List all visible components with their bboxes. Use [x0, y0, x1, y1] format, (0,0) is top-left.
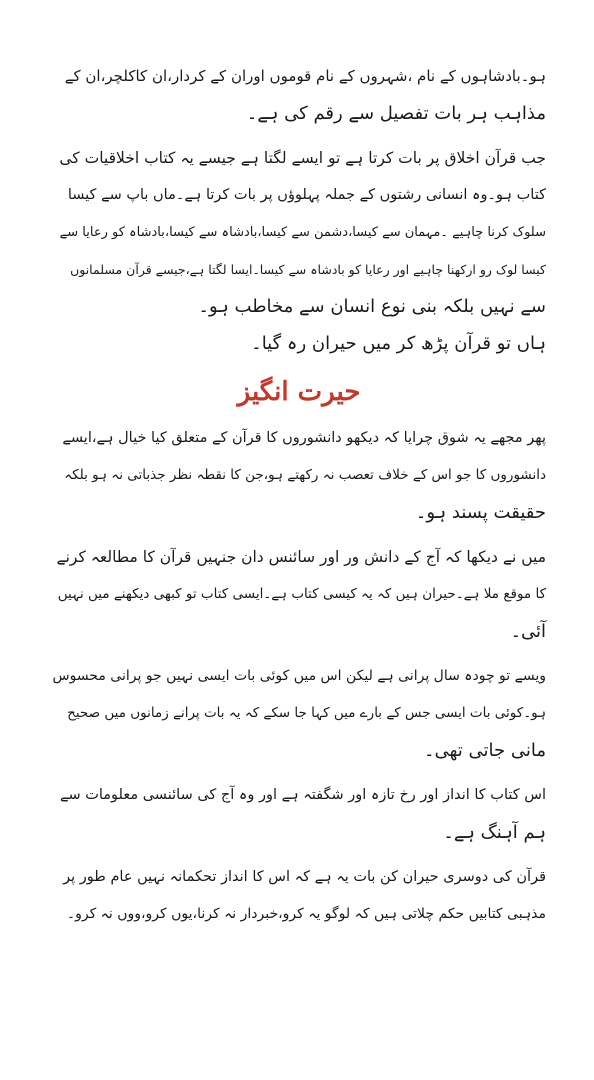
text-line: دانشوروں کا جو اس کے خلاف تعصب نہ رکھتے ہو،جن کا نقطہ نظر جذباتی نہ ہو بلکہ: [64, 467, 546, 483]
text-line: کا موقع ملا ہے۔حیران ہیں کہ یہ کیسی کتاب ہے۔ایسی کتاب تو کبھی دیکھنے میں نہیں: [57, 586, 546, 602]
text-line: کیسا لوک رو ارکھنا چاہیے اور رعایا کو بادشاہ سے کیسا۔ایسا لگتا ہے،جیسے قرآن مسلمانوں: [70, 262, 546, 277]
text-line: حقیقت پسند ہو۔: [415, 502, 546, 523]
text-line: آئی۔: [510, 621, 546, 642]
text-line: مانی جاتی تھی۔: [423, 740, 546, 761]
text-line: ویسے تو چودہ سال پرانی ہے لیکن اس میں کوئی بات ایسی نہیں جو پرانی محسوس: [52, 668, 546, 684]
text-line: قرآن کی دوسری حیران کن بات یہ ہے کہ اس کا انداز تحکمانہ نہیں عام طور پر: [63, 869, 546, 885]
text-line: ہو۔بادشاہوں کے نام ،شہروں کے نام قوموں اوران کے کردار،ان کاکلچر،ان کے: [64, 67, 546, 85]
paragraph-2: [52, 140, 546, 362]
paragraph-1: [52, 58, 546, 132]
text-line: ہو۔کوئی بات ایسی جس کے بارے میں کہا جا سکے کہ یہ بات پرانے زمانوں میں صحیح: [67, 705, 546, 721]
text-line: جب قرآن اخلاق پر بات کرتا ہے تو ایسے لگتا ہے جیسے یہ کتاب اخلاقیات کی: [59, 149, 546, 167]
text-line: سے نہیں بلکہ بنی نوع انسان سے مخاطب ہو۔: [198, 296, 546, 317]
section-heading: حیرت انگیز: [237, 377, 361, 407]
text-line: ہم آہنگ ہے۔: [443, 822, 546, 843]
paragraph-5: [52, 658, 546, 769]
paragraph-3: [52, 420, 546, 531]
text-line: مذاہب ہر بات تفصیل سے رقم کی ہے۔: [246, 103, 546, 124]
text-line: میں نے دیکھا کہ آج کے دانش ور اور سائنس دان جنہیں قرآن کا مطالعہ کرنے: [56, 548, 546, 566]
book-page: [52, 58, 546, 941]
text-line: اس کتاب کا انداز اور رخ تازہ اور شگفتہ ہے اور وہ آج کی سائنسی معلومات سے: [59, 787, 546, 803]
text-line: پھر مجھے یہ شوق چرایا کہ دیکھو دانشوروں کا قرآن کے متعلق کیا خیال ہے،ایسے: [62, 430, 546, 446]
text-line: ہاں تو قرآن پڑھ کر میں حیران رہ گیا۔: [251, 333, 546, 354]
text-line: مذہبی کتابیں حکم چلاتی ہیں کہ لوگو یہ کرو،خبردار نہ کرنا،یوں کرو،ووں نہ کرو۔: [66, 906, 546, 922]
text-line: کتاب ہو۔وہ انسانی رشتوں کے جملہ پہلوؤں پر بات کرتا ہے۔ماں باپ سے کیسا: [67, 187, 546, 203]
paragraph-4: [52, 539, 546, 650]
paragraph-6: [52, 777, 546, 851]
paragraph-7: [52, 859, 546, 933]
text-line: سلوک کرنا چاہیے ۔مہمان سے کیسا،دشمن سے کیسا،بادشاہ سے کیسا،بادشاہ کو رعایا سے: [59, 225, 546, 240]
